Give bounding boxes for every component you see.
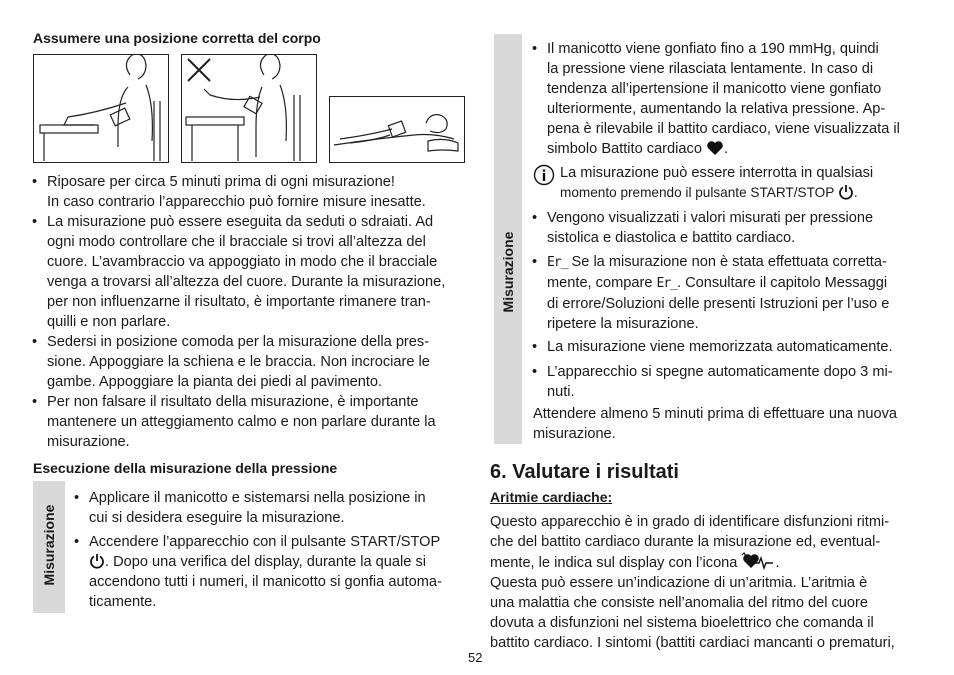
- arrhythmia-body: Questo apparecchio è in grado di identificare disfunzioni ritmi- che del battito cardiaco durante la misurazione ed, eventual- mente, le indica sul display con l’icona . Questa può essere un’indicazione di un’aritmia. L’aritmia è una malattia che consiste nell’anomalia del ritmo del cuore dovuta a disfunzioni nel sistema bioelettrico che comanda il battito cardiaco. I sintomi (battiti cardiaci mancanti o prematuri,: [490, 514, 895, 651]
- bullet-cuff-inflated: • Il manicotto viene gonfiato fino a 190 mmHg, quindi la pressione viene rilasciata lentamente. In caso di tendenza all’ipertensione il manicotto viene gonfiato ulteriormente, aumentando la relativa pressione. Ap- pena è rilevabile il battito cardiaco, viene visualizzata il simbolo Battito cardiaco .: [532, 41, 900, 157]
- side-tab-left: [33, 481, 65, 613]
- bullet-stay-calm: • Per non falsare il risultato della misurazione, è importante mantenere un atteggiamento calmo e non parlare durante la misurazione.: [32, 394, 436, 450]
- error-symbol: Er_: [547, 255, 568, 270]
- bullet-auto-off: • L’apparecchio si spegne automaticamente dopo 3 mi- nuti.: [532, 364, 893, 400]
- section-title: 6. Valutare i risultati: [490, 461, 679, 483]
- page-number: 52: [468, 650, 483, 665]
- section-heading-posture: Assumere una posizione corretta del corpo: [33, 30, 321, 46]
- incorrect-posture-illustration: [182, 55, 316, 162]
- side-tab-right: [494, 34, 522, 444]
- bullet-apply-cuff: • Applicare il manicotto e sistemarsi nella posizione in cui si desidera eseguire la misurazione.: [74, 490, 426, 526]
- seated-person-illustration: [34, 55, 168, 162]
- arrhythmia-subheading: Aritmie cardiache:: [490, 489, 613, 505]
- heart-icon: [706, 140, 724, 156]
- section-heading-execution: Esecuzione della misurazione della pressione: [33, 460, 338, 476]
- bullet-rest: • Riposare per circa 5 minuti prima di ogni misurazione! In caso contrario l’apparecchio può fornire misure inesatte.: [32, 174, 426, 210]
- lying-person-illustration: [330, 97, 464, 162]
- bullet-switch-on: • Accendere l’apparecchio con il pulsante START/STOP . Dopo una verifica del display, durante la quale si accendono tutti i numeri, il manicotto si gonfia automa- ticamente.: [74, 534, 442, 610]
- figure-seated-correct: [33, 54, 169, 163]
- arrhythmia-icon: [741, 552, 775, 570]
- power-icon: [89, 553, 105, 569]
- figure-seated-incorrect: [181, 54, 317, 163]
- bullet-comfortable-position: • Sedersi in posizione comoda per la misurazione della pres- sione. Appoggiare la schiena e le braccia. Non incrociare le gambe. Appoggiare la pianta dei piedi al pavimento.: [32, 334, 430, 390]
- side-tab-label: Misurazione: [41, 504, 57, 586]
- power-icon: [838, 184, 854, 200]
- info-icon: [533, 164, 555, 186]
- error-symbol: Er_: [656, 276, 677, 291]
- bullet-seated-or-lying: • La misurazione può essere eseguita da seduti o sdraiati. Ad ogni modo controllare che il bracciale si trovi all’altezza del cuore. L’avambraccio va appoggiato in modo che il bracciale venga a trovarsi all’altezza del cuore. Durante la misurazione, per non influenzarne il risultato, è importante rimanere tran- quilli e non parlare.: [32, 214, 446, 330]
- figure-lying-down: [329, 96, 465, 163]
- bullet-error: • Er_ Se la misurazione non è stata effettuata corretta- mente, compare Er_. Consultare il capitolo Messaggi di errore/Soluzioni delle presenti Istruzioni per l’uso e ripetere la misurazione.: [532, 254, 890, 332]
- info-note: La misurazione può essere interrotta in qualsiasi momento premendo il pulsante START/STOP .: [560, 165, 874, 200]
- bullet-memorized: • La misurazione viene memorizzata automaticamente.: [532, 339, 893, 355]
- wait-note: Attendere almeno 5 minuti prima di effettuare una nuova misurazione.: [533, 406, 897, 442]
- bullet-values-displayed: • Vengono visualizzati i valori misurati per pressione sistolica e diastolica e battito cardiaco.: [532, 210, 874, 246]
- side-tab-label: Misurazione: [500, 231, 516, 313]
